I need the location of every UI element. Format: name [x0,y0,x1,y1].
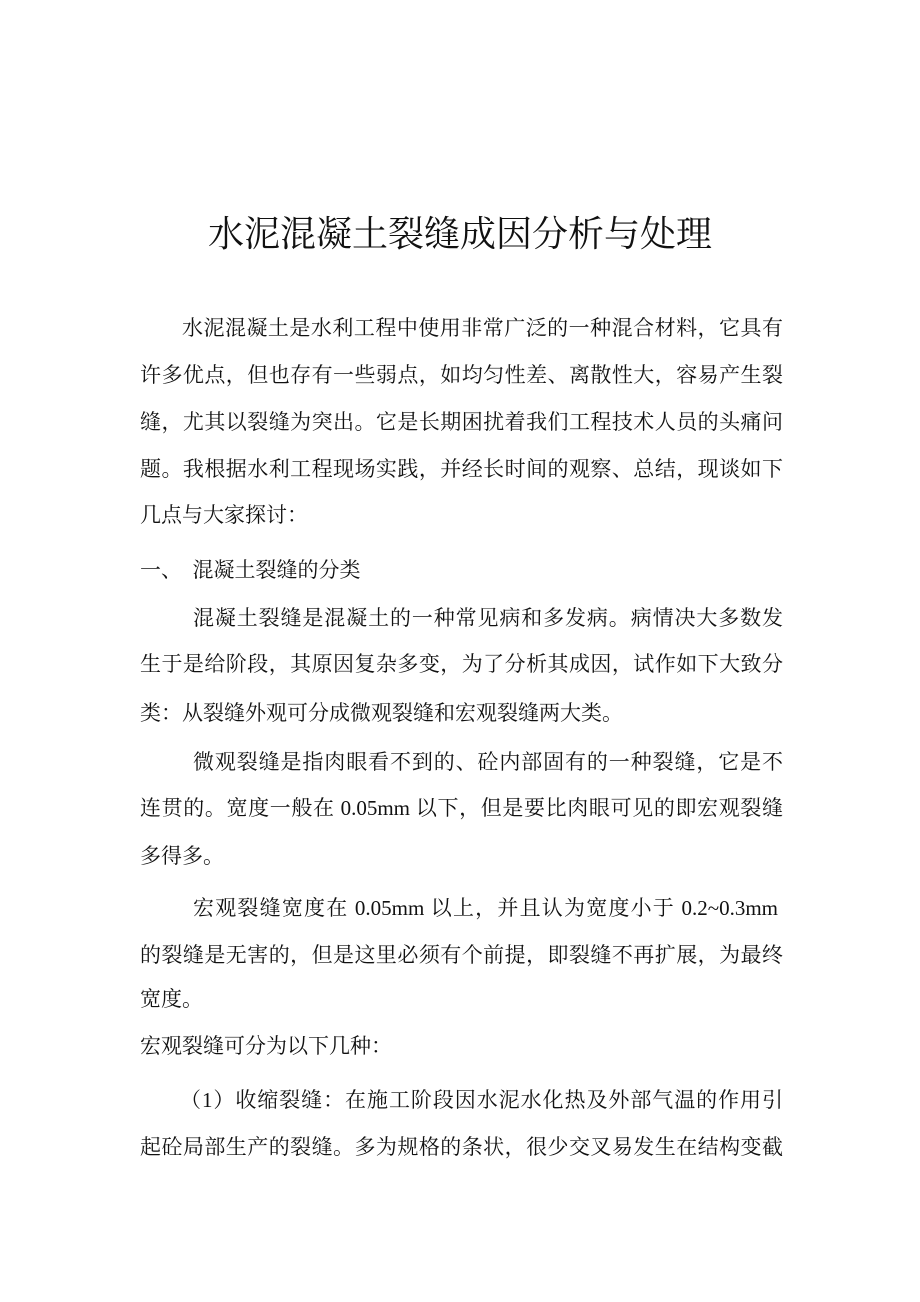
paragraph-line: 微观裂缝是指肉眼看不到的、砼内部固有的一种裂缝，它是不 [193,750,783,774]
paragraph-line: 题。我根据水利工程现场实践，并经长时间的观察、总结，现谈如下 [140,457,783,481]
paragraph-line: 宏观裂缝可分为以下几种： [140,1034,392,1058]
paragraph-line: 缝，尤其以裂缝为突出。它是长期困扰着我们工程技术人员的头痛问 [140,410,783,434]
paragraph-line: 生于是给阶段，其原因复杂多变，为了分析其成因，试作如下大致分 [140,652,783,676]
paragraph-line: （1）收缩裂缝：在施工阶段因水泥水化热及外部气温的作用引 [180,1088,783,1112]
paragraph-line: 类：从裂缝外观可分成微观裂缝和宏观裂缝两大类。 [140,701,623,725]
section-heading: 一、 混凝土裂缝的分类 [140,558,361,582]
paragraph-line: 多得多。 [140,844,224,868]
paragraph-line: 宽度。 [140,987,203,1011]
paragraph-line: 连贯的。宽度一般在 0.05mm 以下，但是要比肉眼可见的即宏观裂缝 [140,796,783,820]
paragraph-line: 起砼局部生产的裂缝。多为规格的条状，很少交叉易发生在结构变截 [140,1135,783,1159]
paragraph-line: 宏观裂缝宽度在 0.05mm 以上，并且认为宽度小于 0.2~0.3mm [193,896,778,920]
paragraph-line: 许多优点，但也存有一些弱点，如均匀性差、离散性大，容易产生裂 [140,363,783,387]
paragraph-line: 的裂缝是无害的，但是这里必须有个前提，即裂缝不再扩展，为最终 [140,943,783,967]
document-title: 水泥混凝土裂缝成因分析与处理 [207,214,712,254]
paragraph-line: 混凝土裂缝是混凝土的一种常见病和多发病。病情决大多数发 [193,606,783,630]
paragraph-line: 水泥混凝土是水利工程中使用非常广泛的一种混合材料，它具有 [182,316,783,340]
paragraph-line: 几点与大家探讨： [140,503,308,527]
